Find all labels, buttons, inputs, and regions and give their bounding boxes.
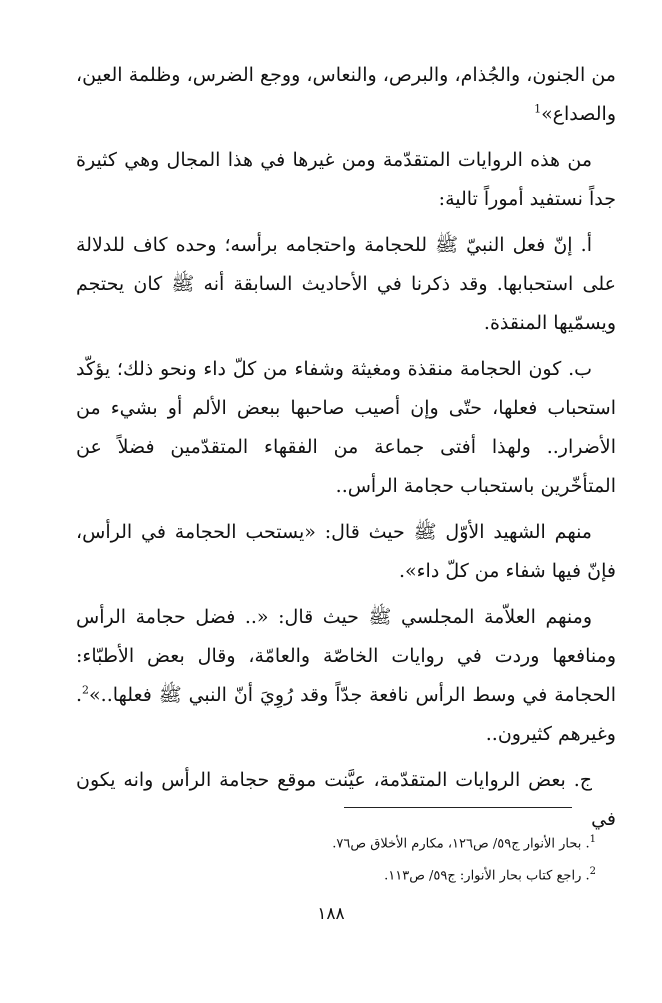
footnote-ref-2: 2 xyxy=(82,683,90,697)
footnote-separator xyxy=(344,807,572,808)
paragraph-7: ج. بعض الروايات المتقدّمة، عيَّنت موقع حجامة الرأس وانه يكون في xyxy=(76,769,616,830)
body-text xyxy=(76,56,616,846)
footnotes xyxy=(60,826,596,891)
footnote-1-number: 1 xyxy=(589,834,596,845)
paragraph-1 xyxy=(76,56,616,134)
footnote-2-text: . راجع كتاب بحار الأنوار: ج٥٩/ ص١١٣. xyxy=(384,868,590,884)
page-number: ١٨٨ xyxy=(317,904,345,924)
paragraph-1-text: من الجنون، والجُذام، والبرص، والنعاس، ووجع الضرس، وظلمة العين، والصداع» xyxy=(76,64,616,125)
footnote-2 xyxy=(60,858,596,890)
paragraph-6-tail: . وغيرهم كثيرون.. xyxy=(76,684,616,745)
paragraph-3: أ. إنّ فعل النبيّ ﷺ للحجامة واحتجامه برأسه؛ وحده كاف للدلالة على استحبابها. وقد ذكرنا في الأحاديث السابقة أنه ﷺ كان يحتجم ويسمّيها المنقذة. xyxy=(76,234,616,334)
footnote-1-text: . بحار الأنوار ج٥٩/ ص١٢٦، مكارم الأخلاق ص٧٦. xyxy=(332,836,590,852)
paragraph-6 xyxy=(76,598,616,754)
paragraph-5: منهم الشهيد الأوّل ﷺ حيث قال: «يستحب الحجامة في الرأس، فإنّ فيها شفاء من كلّ داء». xyxy=(76,521,616,582)
footnote-ref-1: 1 xyxy=(534,102,542,116)
paragraph-2: من هذه الروايات المتقدّمة ومن غيرها في هذا المجال وهي كثيرة جداً نستفيد أموراً تالية: xyxy=(76,149,616,210)
paragraph-6-text: ومنهم العلاّمة المجلسي ﷺ حيث قال: «.. فضل حجامة الرأس ومنافعها وردت في روايات الخاصّة والعامّة، وقال بعض الأطبّاء: الحجامة في وسط الرأس نافعة جدّاً وقد رُوِيَ أنّ النبي ﷺ فعلها..» xyxy=(76,606,616,706)
footnote-1 xyxy=(60,826,596,858)
footnote-2-number: 2 xyxy=(589,866,596,878)
paragraph-4: ب. كون الحجامة منقذة ومغيثة وشفاء من كلّ داء ونحو ذلك؛ يؤكّد استحباب فعلها، حتّى وإن أصيب صاحبها ببعض الألم أو بشيء من الأضرار.. ولهذا أفتى جماعة من الفقهاء المتقدّمين فضلاً عن المتأخّرين باستحباب حجامة الرأس.. xyxy=(76,358,616,497)
